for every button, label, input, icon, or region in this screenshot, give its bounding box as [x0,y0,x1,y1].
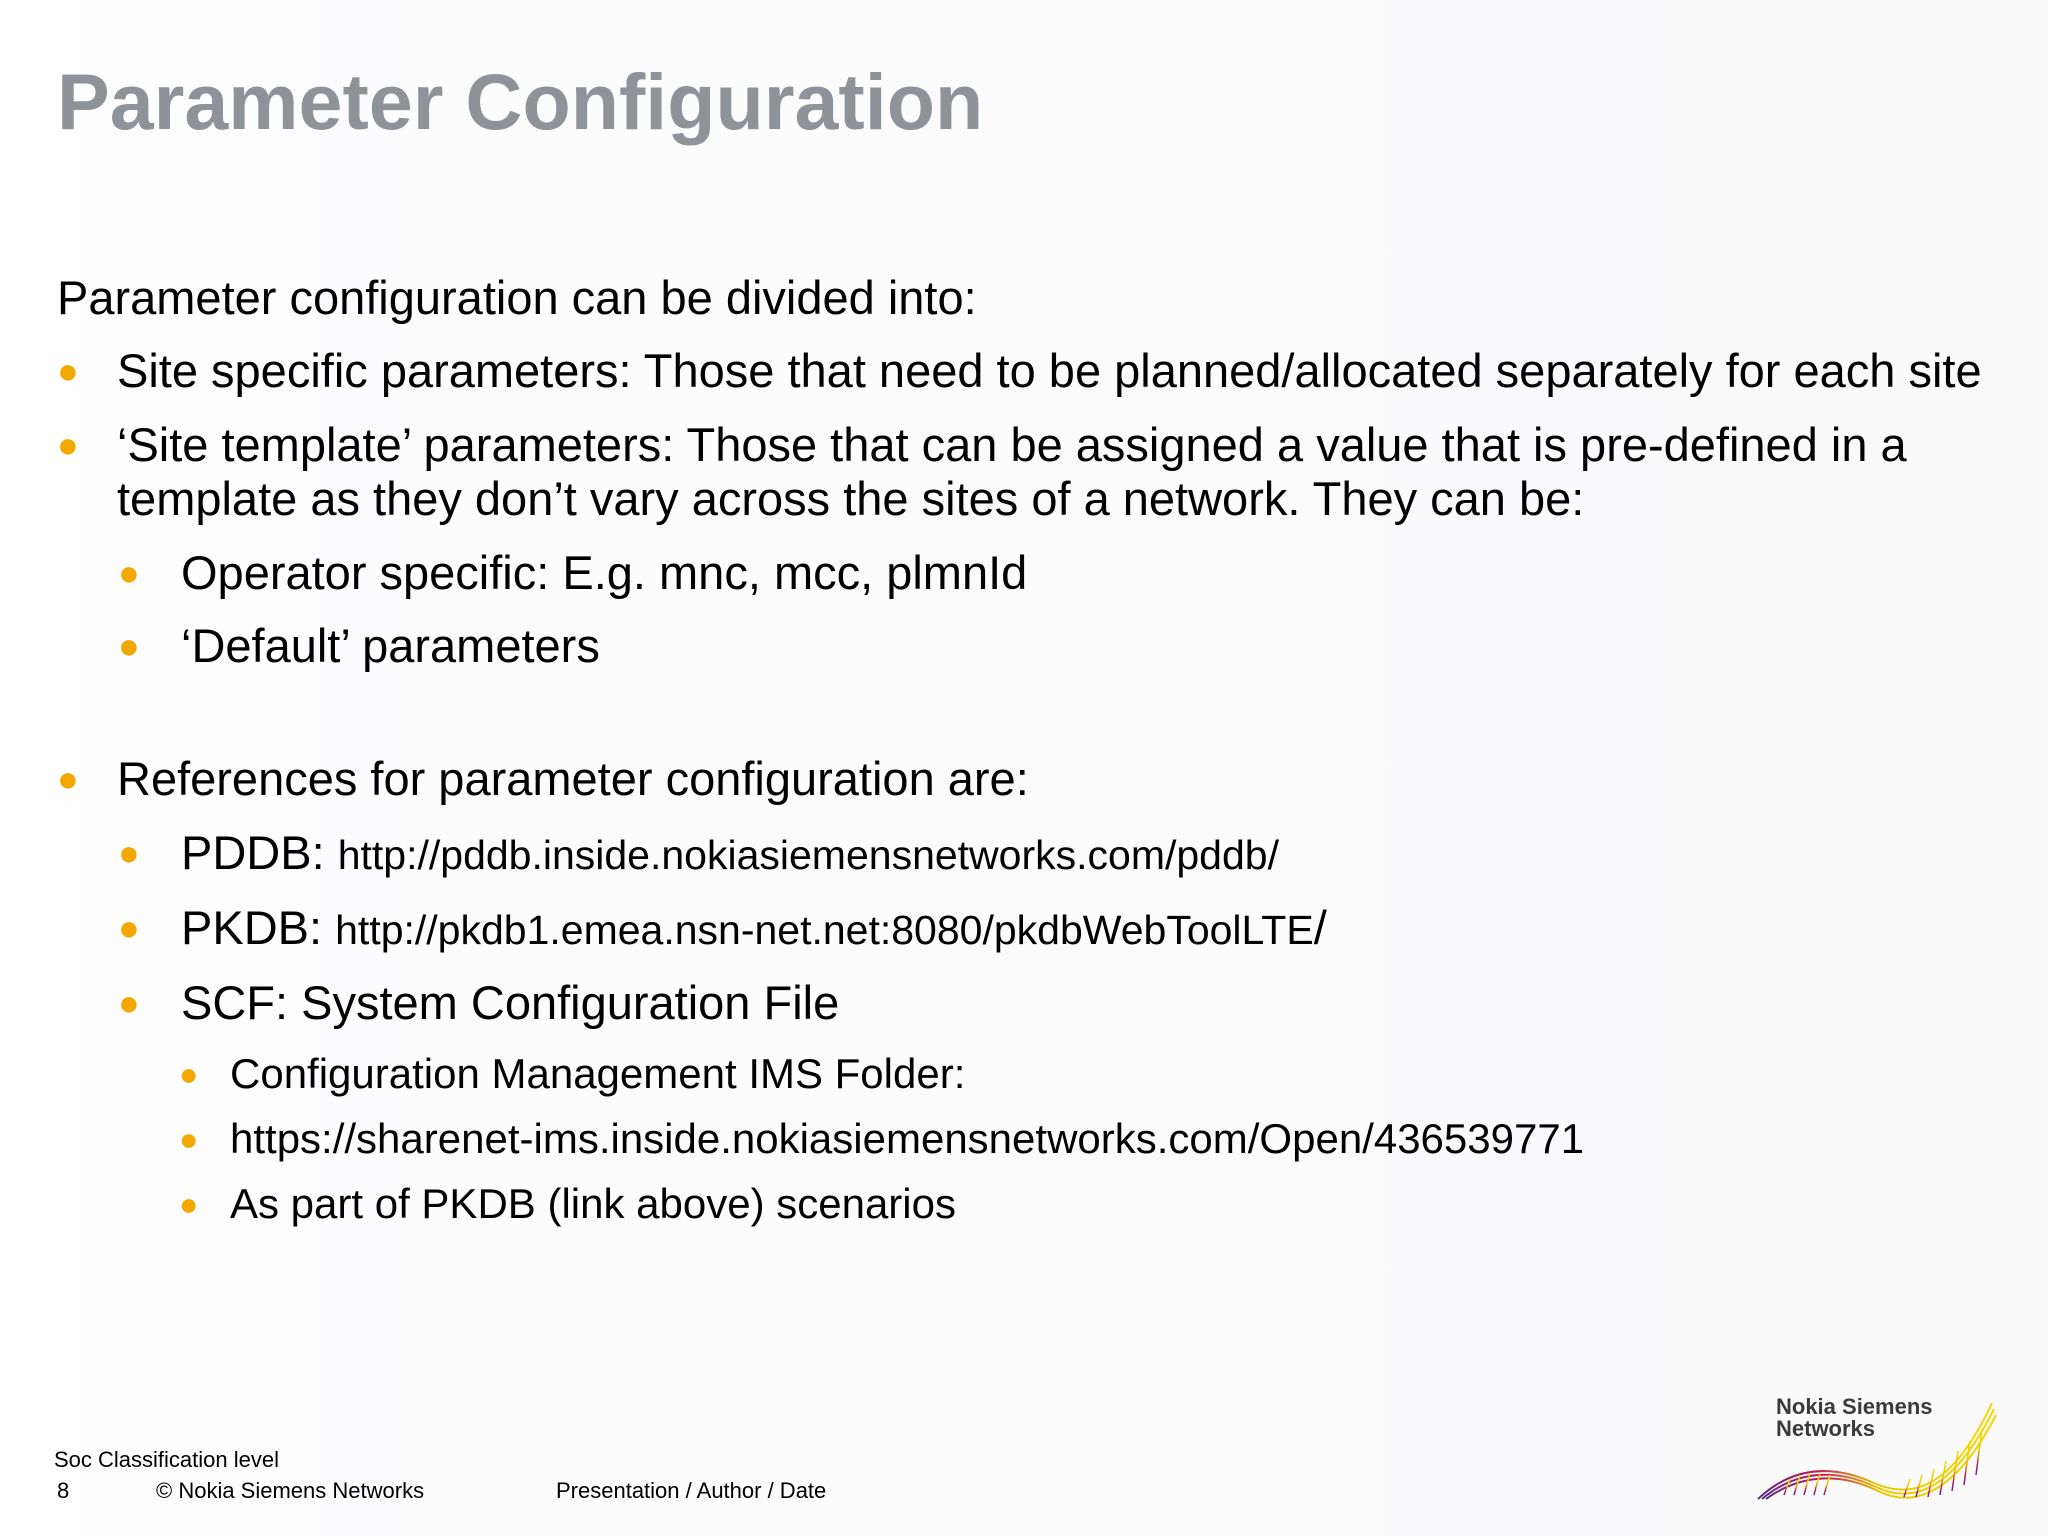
bullet-text: As part of PKDB (link above) scenarios [230,1180,956,1227]
pkdb-link[interactable]: http://pkdb1.emea.nsn-net.net:8080/pkdbWebToolLTE [335,907,1314,953]
bullet-site-template [57,418,1997,526]
bullet-text: ‘Site template’ parameters: Those that can be assigned a value that is pre-defined in a template as they don’t vary across the sites of a network. They can be: [117,418,1907,525]
bullet-dot-icon: ● [179,1121,199,1157]
pkdb-label: PKDB: [181,901,336,954]
bullet-scf [57,976,1997,1030]
bullet-text: References for parameter configuration are: [117,752,1029,805]
pkdb-link-slash[interactable]: / [1313,901,1327,954]
bullet-text: ‘Default’ parameters [181,619,600,672]
bullet-dot-icon: ● [118,832,140,873]
bullet-dot-icon: ● [179,1056,199,1092]
bullet-dot-icon: ● [57,350,79,391]
pddb-label: PDDB: [181,826,338,879]
footer-copyright: © Nokia Siemens Networks [156,1478,425,1503]
bullet-text: Configuration Management IMS Folder: [230,1050,966,1097]
intro-text: Parameter configuration can be divided into: [57,271,977,324]
bullet-dot-icon: ● [118,907,140,948]
bullet-sharenet-link [57,1114,1997,1164]
bullet-dot-icon: ● [118,625,140,666]
bullet-dot-icon: ● [118,982,140,1023]
logo-line-1: Nokia Siemens [1776,1394,1933,1419]
bullet-site-specific [57,344,1997,398]
bullet-operator-specific [57,546,1997,600]
sharenet-link[interactable]: https://sharenet-ims.inside.nokiasiemensnetworks.com/Open/436539771 [230,1115,1585,1162]
footer-presentation-info: Presentation / Author / Date [556,1478,827,1503]
logo-text [1776,1396,1933,1440]
footer-classification: Soc Classification level [54,1447,279,1472]
slide-content [57,270,1997,1244]
bullet-pkdb [57,901,1997,957]
bullet-dot-icon: ● [57,424,79,465]
pddb-link[interactable]: http://pddb.inside.nokiasiemensnetworks.com/pddb/ [337,832,1279,878]
bullet-pddb [57,826,1997,882]
bullet-text: Site specific parameters: Those that need to be planned/allocated separately for each site [117,344,1982,397]
footer-page-number: 8 [57,1478,70,1503]
bullet-dot-icon: ● [179,1186,199,1222]
bullet-default-parameters [57,619,1997,673]
bullet-dot-icon: ● [118,552,140,593]
bullet-text: SCF: System Configuration File [181,976,840,1029]
spacer [57,692,1997,752]
bullet-text: Operator specific: E.g. mnc, mcc, plmnId [181,546,1028,599]
bullet-references [57,752,1997,806]
bullet-cm-ims-folder [57,1049,1997,1099]
bullet-pkdb-scenarios [57,1179,1997,1229]
logo-line-2: Networks [1776,1416,1876,1441]
bullet-dot-icon: ● [57,758,79,799]
slide-title: Parameter Configuration [57,57,984,146]
